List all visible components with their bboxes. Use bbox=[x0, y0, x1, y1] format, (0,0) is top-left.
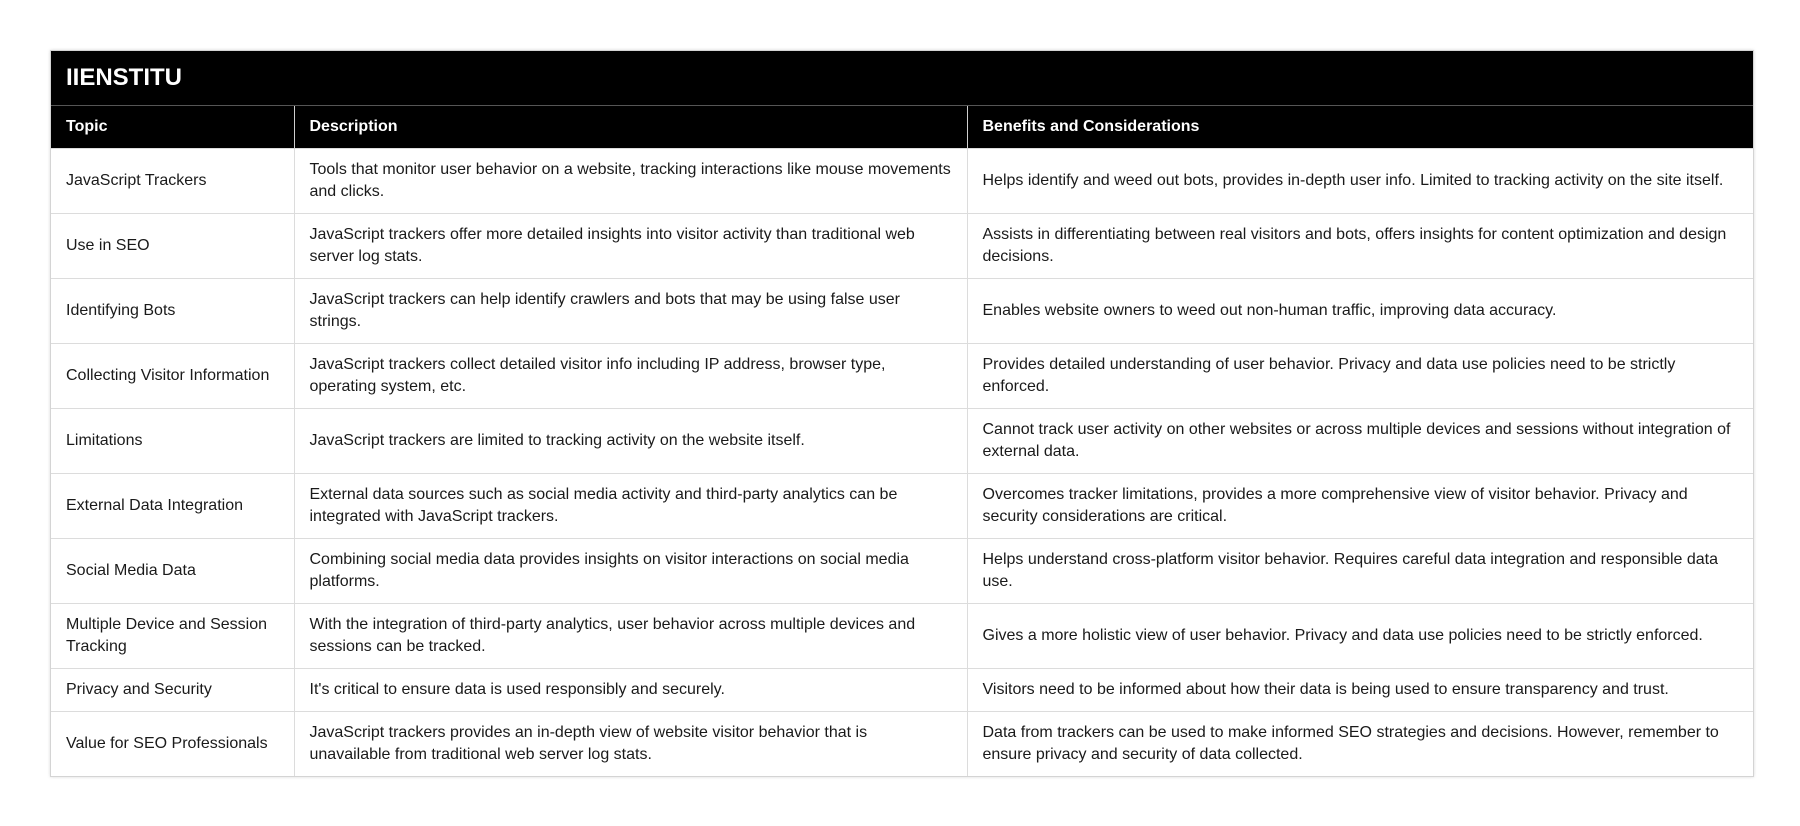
cell-description: JavaScript trackers are limited to tracking activity on the website itself. bbox=[294, 409, 967, 474]
cell-topic: Value for SEO Professionals bbox=[51, 712, 294, 777]
column-header-description: Description bbox=[294, 106, 967, 149]
cell-topic: Use in SEO bbox=[51, 214, 294, 279]
table-row bbox=[51, 409, 1753, 474]
table-row bbox=[51, 279, 1753, 344]
cell-description: With the integration of third-party analytics, user behavior across multiple devices and sessions can be tracked. bbox=[294, 604, 967, 669]
cell-topic: External Data Integration bbox=[51, 474, 294, 539]
header-row bbox=[51, 106, 1753, 149]
table-title: IIENSTITU bbox=[51, 51, 1753, 106]
cell-benefits: Helps identify and weed out bots, provides in-depth user info. Limited to tracking activity on the site itself. bbox=[967, 149, 1753, 214]
cell-description: Combining social media data provides insights on visitor interactions on social media platforms. bbox=[294, 539, 967, 604]
cell-topic: Identifying Bots bbox=[51, 279, 294, 344]
cell-description: Tools that monitor user behavior on a website, tracking interactions like mouse movements and clicks. bbox=[294, 149, 967, 214]
cell-description: JavaScript trackers provides an in-depth view of website visitor behavior that is unavailable from traditional web server log stats. bbox=[294, 712, 967, 777]
cell-description: JavaScript trackers offer more detailed insights into visitor activity than traditional web server log stats. bbox=[294, 214, 967, 279]
cell-benefits: Assists in differentiating between real visitors and bots, offers insights for content optimization and design decisions. bbox=[967, 214, 1753, 279]
cell-benefits: Overcomes tracker limitations, provides a more comprehensive view of visitor behavior. Privacy and security considerations are critical. bbox=[967, 474, 1753, 539]
cell-benefits: Enables website owners to weed out non-human traffic, improving data accuracy. bbox=[967, 279, 1753, 344]
cell-topic: Multiple Device and Session Tracking bbox=[51, 604, 294, 669]
cell-topic: Privacy and Security bbox=[51, 669, 294, 712]
cell-description: JavaScript trackers can help identify crawlers and bots that may be using false user strings. bbox=[294, 279, 967, 344]
column-header-benefits: Benefits and Considerations bbox=[967, 106, 1753, 149]
cell-description: It's critical to ensure data is used responsibly and securely. bbox=[294, 669, 967, 712]
cell-topic: Limitations bbox=[51, 409, 294, 474]
table-row bbox=[51, 474, 1753, 539]
cell-topic: Social Media Data bbox=[51, 539, 294, 604]
info-table bbox=[50, 50, 1754, 777]
cell-benefits: Cannot track user activity on other websites or across multiple devices and sessions without integration of external data. bbox=[967, 409, 1753, 474]
table-row bbox=[51, 149, 1753, 214]
cell-benefits: Data from trackers can be used to make informed SEO strategies and decisions. However, remember to ensure privacy and security of data collected. bbox=[967, 712, 1753, 777]
cell-benefits: Helps understand cross-platform visitor behavior. Requires careful data integration and responsible data use. bbox=[967, 539, 1753, 604]
table-row bbox=[51, 712, 1753, 777]
table-row bbox=[51, 604, 1753, 669]
table-row bbox=[51, 539, 1753, 604]
cell-benefits: Visitors need to be informed about how their data is being used to ensure transparency and trust. bbox=[967, 669, 1753, 712]
cell-description: JavaScript trackers collect detailed visitor info including IP address, browser type, operating system, etc. bbox=[294, 344, 967, 409]
cell-benefits: Gives a more holistic view of user behavior. Privacy and data use policies need to be strictly enforced. bbox=[967, 604, 1753, 669]
cell-topic: JavaScript Trackers bbox=[51, 149, 294, 214]
column-header-topic: Topic bbox=[51, 106, 294, 149]
data-table bbox=[51, 106, 1753, 776]
table-row bbox=[51, 344, 1753, 409]
table-row bbox=[51, 669, 1753, 712]
cell-description: External data sources such as social media activity and third-party analytics can be integrated with JavaScript trackers. bbox=[294, 474, 967, 539]
cell-benefits: Provides detailed understanding of user behavior. Privacy and data use policies need to be strictly enforced. bbox=[967, 344, 1753, 409]
cell-topic: Collecting Visitor Information bbox=[51, 344, 294, 409]
table-row bbox=[51, 214, 1753, 279]
